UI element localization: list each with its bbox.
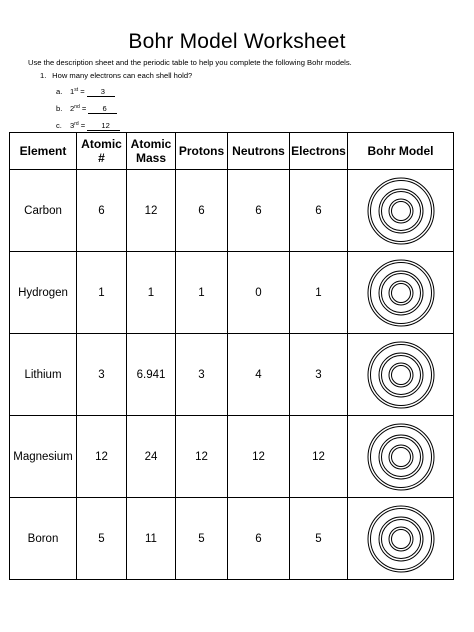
bohr-model-cell bbox=[348, 416, 454, 498]
header-neutrons: Neutrons bbox=[228, 133, 290, 170]
bohr-model-cell bbox=[348, 498, 454, 580]
electrons: 5 bbox=[290, 498, 348, 580]
answer-c: c. 3rd = 12 bbox=[56, 121, 120, 130]
electrons: 1 bbox=[290, 252, 348, 334]
bohr-model-cell bbox=[348, 252, 454, 334]
atomic-number: 3 bbox=[77, 334, 127, 416]
element-name: Magnesium bbox=[10, 416, 77, 498]
neutrons: 0 bbox=[228, 252, 290, 334]
atomic-number: 5 bbox=[77, 498, 127, 580]
header-electrons: Electrons bbox=[290, 133, 348, 170]
neutrons: 6 bbox=[228, 498, 290, 580]
atomic-mass: 6.941 bbox=[127, 334, 176, 416]
answer-blank: 6 bbox=[88, 104, 116, 114]
atomic-mass: 12 bbox=[127, 170, 176, 252]
header-atomic-mass: Atomic Mass bbox=[127, 133, 176, 170]
electrons: 12 bbox=[290, 416, 348, 498]
atomic-mass: 11 bbox=[127, 498, 176, 580]
table-row bbox=[10, 416, 454, 498]
worksheet-title: Bohr Model Worksheet bbox=[128, 30, 346, 53]
electrons: 3 bbox=[290, 334, 348, 416]
bohr-model-cell bbox=[348, 334, 454, 416]
bohr-rings-icon bbox=[363, 419, 439, 495]
protons: 6 bbox=[176, 170, 228, 252]
answer-blank: 12 bbox=[87, 121, 119, 131]
element-name: Boron bbox=[10, 498, 77, 580]
header-protons: Protons bbox=[176, 133, 228, 170]
answer-b: b. 2nd = 6 bbox=[56, 104, 117, 113]
protons: 3 bbox=[176, 334, 228, 416]
table-row bbox=[10, 334, 454, 416]
atomic-number: 12 bbox=[77, 416, 127, 498]
table-row bbox=[10, 170, 454, 252]
table-row bbox=[10, 252, 454, 334]
answer-a: a. 1st = 3 bbox=[56, 87, 115, 96]
atomic-mass: 24 bbox=[127, 416, 176, 498]
question-1 bbox=[40, 71, 192, 80]
table-header-row bbox=[10, 133, 454, 170]
element-name: Hydrogen bbox=[10, 252, 77, 334]
atomic-mass: 1 bbox=[127, 252, 176, 334]
element-name: Carbon bbox=[10, 170, 77, 252]
header-element: Element bbox=[10, 133, 77, 170]
bohr-rings-icon bbox=[363, 255, 439, 331]
header-bohr-model: Bohr Model bbox=[348, 133, 454, 170]
electrons: 6 bbox=[290, 170, 348, 252]
instructions: Use the description sheet and the periodic table to help you complete the following Bohr models. bbox=[28, 58, 352, 67]
table-row bbox=[10, 498, 454, 580]
atomic-number: 1 bbox=[77, 252, 127, 334]
neutrons: 6 bbox=[228, 170, 290, 252]
element-table bbox=[9, 132, 454, 580]
answer-blank: 3 bbox=[87, 87, 115, 97]
bohr-rings-icon bbox=[363, 173, 439, 249]
protons: 5 bbox=[176, 498, 228, 580]
bohr-rings-icon bbox=[363, 501, 439, 577]
atomic-number: 6 bbox=[77, 170, 127, 252]
neutrons: 12 bbox=[228, 416, 290, 498]
bohr-model-cell bbox=[348, 170, 454, 252]
header-atomic-number: Atomic # bbox=[77, 133, 127, 170]
bohr-rings-icon bbox=[363, 337, 439, 413]
protons: 12 bbox=[176, 416, 228, 498]
question-number: 1. bbox=[40, 71, 47, 80]
element-name: Lithium bbox=[10, 334, 77, 416]
protons: 1 bbox=[176, 252, 228, 334]
question-text: How many electrons can each shell hold? bbox=[52, 71, 193, 80]
neutrons: 4 bbox=[228, 334, 290, 416]
